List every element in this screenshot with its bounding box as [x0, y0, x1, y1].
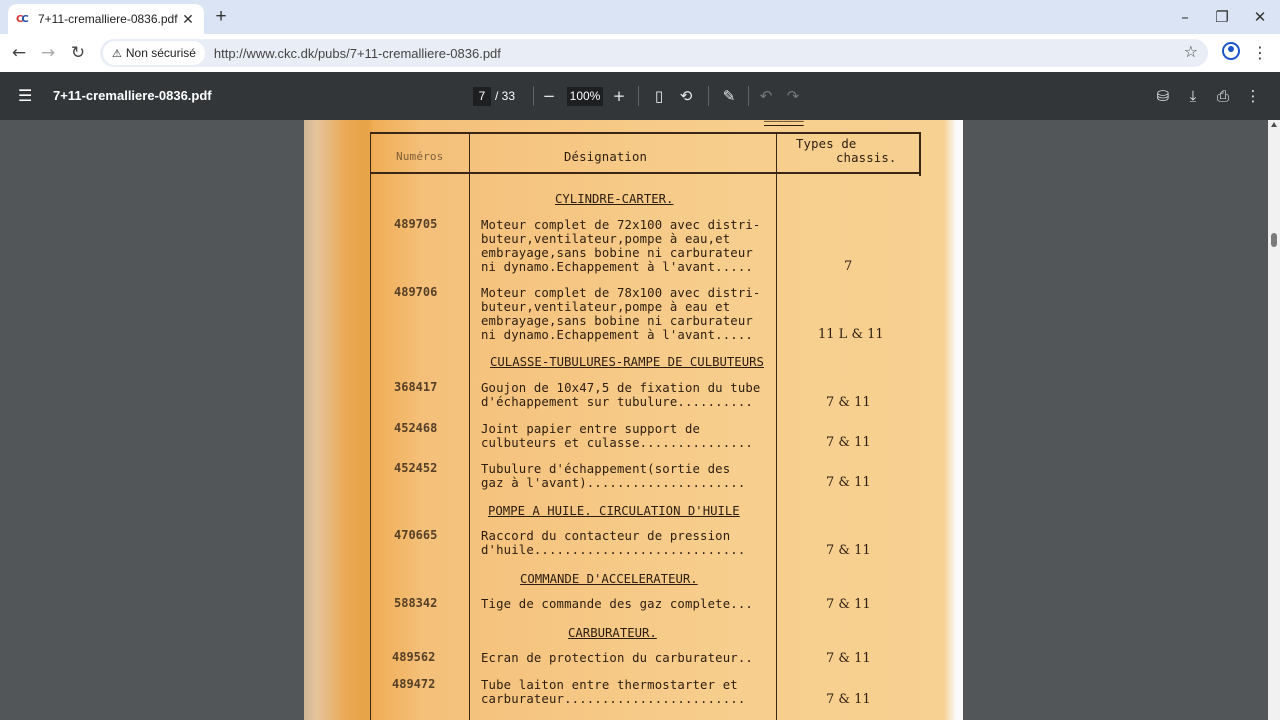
part-number: 489705: [394, 217, 438, 231]
divider: [708, 86, 709, 106]
undo-icon[interactable]: ↶: [759, 87, 773, 105]
table-top-rule: [370, 132, 920, 134]
zoom-out-icon[interactable]: −: [542, 87, 556, 105]
chassis-type: 7 & 11: [826, 651, 871, 666]
chassis-type: 7 & 11: [826, 597, 871, 612]
page-number-input[interactable]: 7: [473, 87, 491, 106]
column-header-types: Types de: [796, 137, 857, 151]
part-description: d'échappement sur tubulure..........: [481, 395, 753, 409]
part-description: Joint papier entre support de: [481, 422, 701, 436]
forward-arrow-icon[interactable]: →: [40, 43, 56, 63]
drive-save-icon[interactable]: ⛁: [1156, 87, 1170, 105]
security-label: Non sécurisé: [125, 46, 196, 60]
column-header-types-2: chassis.: [836, 151, 897, 165]
active-tab[interactable]: [8, 4, 204, 34]
part-description: Tube laiton entre thermostarter et: [481, 678, 738, 692]
table-header-rule: [370, 172, 920, 174]
part-number: 588342: [394, 596, 438, 610]
browser-toolbar: [0, 34, 1280, 72]
column-header-designation: Désignation: [564, 150, 648, 164]
divider: [533, 86, 534, 106]
warning-icon: ⚠: [112, 46, 122, 60]
part-description: gaz à l'avant).....................: [481, 476, 746, 490]
close-icon[interactable]: ✕: [1253, 8, 1267, 26]
address-bar[interactable]: [100, 39, 1208, 67]
part-number: 452452: [394, 461, 438, 475]
part-description: buteur,ventilateur,pompe à eau,et: [481, 232, 731, 246]
menu-icon[interactable]: ☰: [18, 86, 33, 105]
zoom-level-input[interactable]: 100%: [567, 87, 603, 106]
table-right-rule: [919, 132, 921, 176]
chassis-type: 7 & 11: [826, 543, 871, 558]
divider: [638, 86, 639, 106]
tab-title: 7+11-cremalliere-0836.pdf: [38, 12, 178, 26]
part-number: 489706: [394, 285, 438, 299]
security-chip[interactable]: [103, 41, 205, 65]
part-number: 489472: [392, 677, 436, 691]
tab-strip: [0, 0, 1280, 34]
tab-close-icon[interactable]: ✕: [182, 10, 194, 27]
part-number: 489562: [392, 650, 436, 664]
section-heading: COMMANDE D'ACCELERATEUR.: [520, 572, 698, 586]
url-text[interactable]: http://www.ckc.dk/pubs/7+11-cremalliere-0836.pdf: [213, 45, 501, 61]
restore-icon[interactable]: ❐: [1215, 8, 1229, 26]
part-number: 452468: [394, 421, 438, 435]
section-heading: POMPE A HUILE. CIRCULATION D'HUILE: [488, 504, 740, 518]
part-description: Moteur complet de 72x100 avec distri-: [481, 218, 761, 232]
more-options-icon[interactable]: ⋮: [1245, 87, 1261, 105]
table-left-rule: [370, 132, 371, 720]
part-description: d'huile............................: [481, 543, 746, 557]
chassis-type: 7 & 11: [826, 395, 871, 410]
column-header-numeros: Numéros: [396, 150, 444, 163]
fit-page-icon[interactable]: ▯: [654, 87, 664, 105]
section-heading: CULASSE-TUBULURES-RAMPE DE CULBUTEURS: [490, 355, 764, 369]
part-description: Tubulure d'échappement(sortie des: [481, 462, 731, 476]
back-arrow-icon[interactable]: ←: [11, 43, 27, 63]
part-description: ni dynamo.Echappement à l'avant.....: [481, 328, 753, 342]
reload-icon[interactable]: ↻: [70, 43, 86, 63]
chassis-type: 7 & 11: [826, 475, 871, 490]
new-tab-icon[interactable]: +: [215, 6, 227, 27]
zoom-in-icon[interactable]: +: [612, 87, 626, 105]
scroll-up-arrow-icon[interactable]: [1271, 122, 1277, 127]
ckc-favicon-icon: CC: [16, 13, 27, 25]
divider: [748, 86, 749, 106]
page-top-fragment: ——————: [764, 120, 804, 127]
part-description: Tige de commande des gaz complete...: [481, 597, 753, 611]
part-number: 368417: [394, 380, 438, 394]
scroll-thumb[interactable]: [1271, 233, 1277, 247]
redo-icon[interactable]: ↷: [786, 87, 800, 105]
page-total: / 33: [495, 89, 516, 103]
part-description: Raccord du contacteur de pression: [481, 529, 731, 543]
chassis-type: 7: [844, 259, 853, 274]
annotate-pen-icon[interactable]: ✎: [722, 87, 736, 105]
pdf-viewport[interactable]: [0, 120, 1268, 720]
section-heading: CARBURATEUR.: [568, 626, 657, 640]
pdf-toolbar: [0, 72, 1280, 120]
viewer-scrollbar[interactable]: [1268, 120, 1280, 720]
part-description: culbuteurs et culasse...............: [481, 436, 753, 450]
rotate-icon[interactable]: ⟲: [679, 87, 693, 105]
print-icon[interactable]: ⎙: [1216, 87, 1229, 105]
part-description: embrayage,sans bobine ni carburateur: [481, 314, 753, 328]
download-icon[interactable]: ⤓: [1189, 87, 1197, 105]
part-description: Moteur complet de 78x100 avec distri-: [481, 286, 761, 300]
pdf-page-scan: [304, 120, 963, 720]
part-description: buteur,ventilateur,pompe à eau et: [481, 300, 731, 314]
profile-icon[interactable]: [1222, 42, 1240, 60]
chassis-type: 7 & 11: [826, 692, 871, 707]
part-description: Goujon de 10x47,5 de fixation du tube: [481, 381, 761, 395]
part-description: Ecran de protection du carburateur..: [481, 651, 753, 665]
part-number: 470665: [394, 528, 438, 542]
table-col-rule: [469, 132, 470, 720]
section-heading: CYLINDRE-CARTER.: [555, 192, 674, 206]
part-description: carburateur........................: [481, 692, 746, 706]
chassis-type: 7 & 11: [826, 435, 871, 450]
part-description: embrayage,sans bobine ni carburateur: [481, 246, 753, 260]
pdf-title: 7+11-cremalliere-0836.pdf: [53, 88, 212, 103]
browser-menu-icon[interactable]: ⋮: [1252, 43, 1268, 62]
part-description: ni dynamo.Echappement à l'avant.....: [481, 260, 753, 274]
bookmark-star-icon[interactable]: ☆: [1183, 42, 1198, 61]
chassis-type: 11 L & 11: [818, 327, 884, 342]
minimize-icon[interactable]: –: [1181, 8, 1189, 26]
table-col-rule: [776, 132, 777, 720]
